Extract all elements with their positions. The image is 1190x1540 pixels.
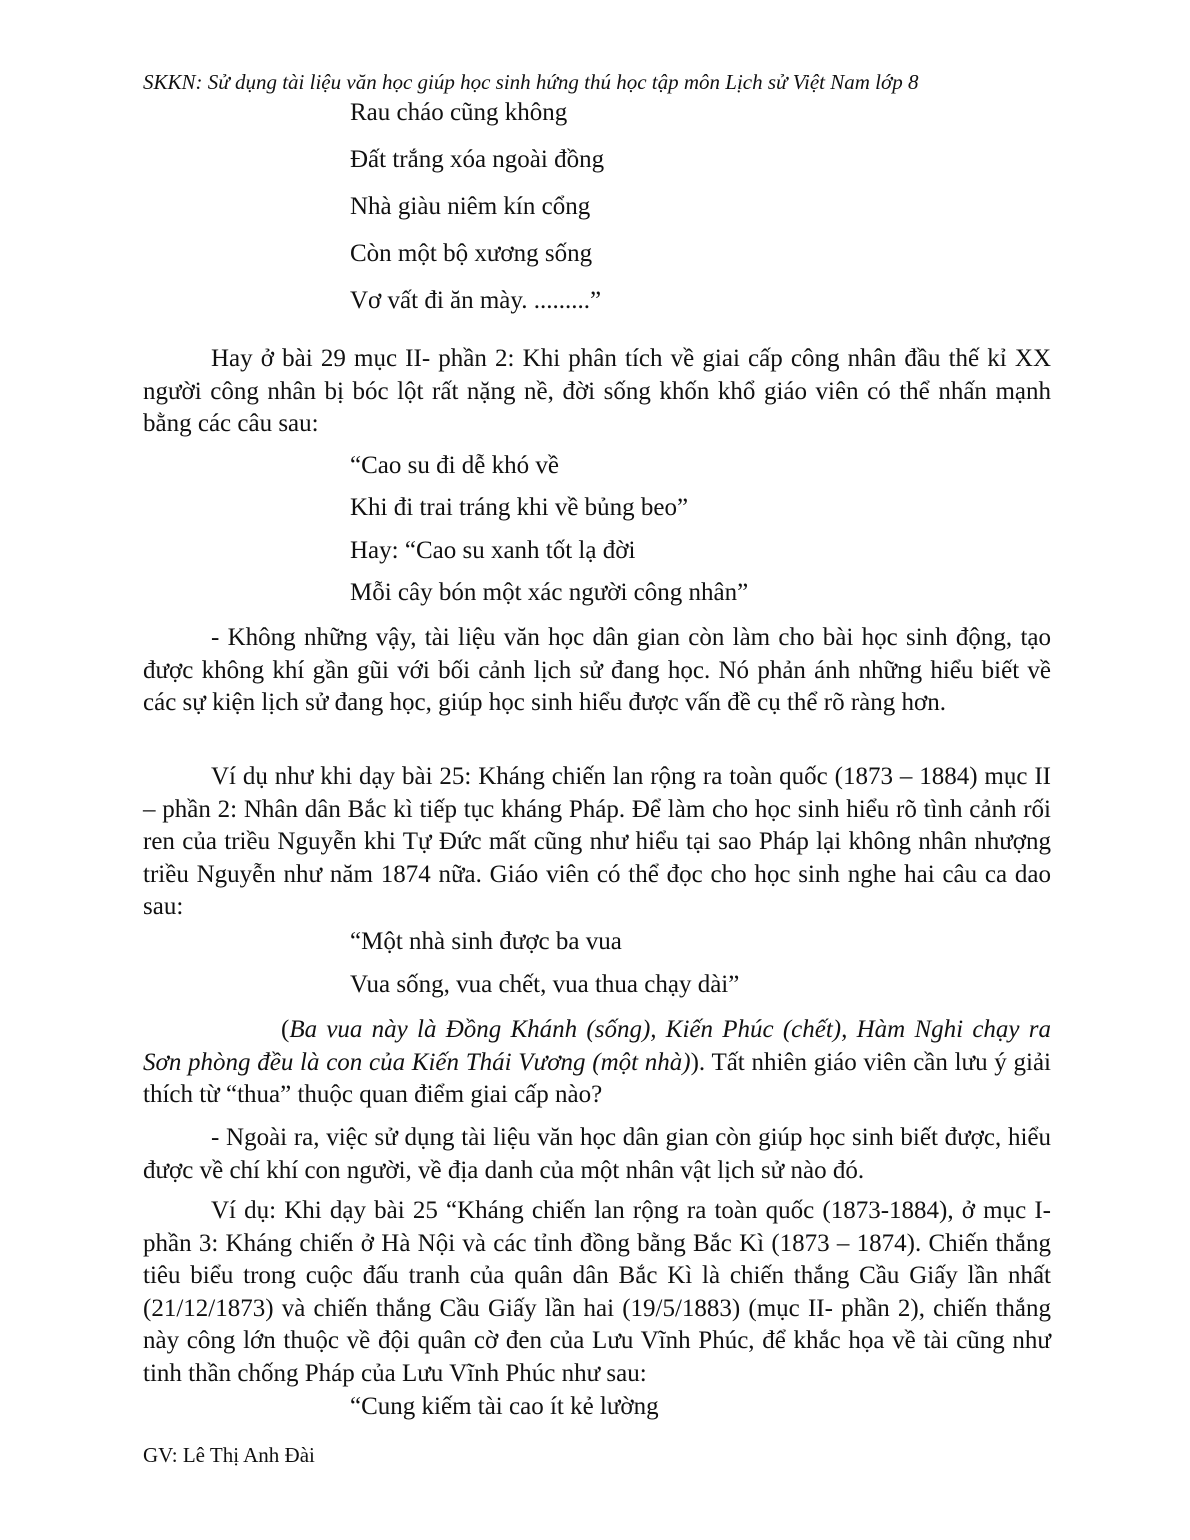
note-open: ( xyxy=(281,1016,290,1043)
poem-line: Nhà giàu niêm kín cổng xyxy=(350,193,591,220)
poem-line: Hay: “Cao su xanh tốt lạ đời xyxy=(350,537,636,564)
poem-line: Đất trắng xóa ngoài đồng xyxy=(350,146,605,173)
paragraph-folk-literature: - Không những vậy, tài liệu văn học dân gian còn làm cho bài học sinh động, tạo được không khí gần gũi với bối cảnh lịch sử đang học. Nó phản ánh những hiểu biết về các sự kiện lịch sử đang học, giúp học sinh hiểu được vấn đề cụ thể rõ ràng hơn. xyxy=(143,624,1051,716)
poem-line: Khi đi trai tráng khi về bủng beo” xyxy=(350,494,689,521)
paragraph-chi-khi: - Ngoài ra, việc sử dụng tài liệu văn học dân gian còn giúp học sinh biết được, hiểu được về chí khí con người, về địa danh của một nhân vật lịch sử nào đó. xyxy=(143,1124,1051,1184)
poem-line: “Một nhà sinh được ba vua xyxy=(350,928,622,955)
poem-line: “Cung kiếm tài cao ít kẻ lường xyxy=(350,1393,659,1420)
poem-line: Còn một bộ xương sống xyxy=(350,240,593,267)
paragraph-lesson-29: Hay ở bài 29 mục II- phần 2: Khi phân tích về giai cấp công nhân đầu thế kỉ XX người công nhân bị bóc lột rất nặng nề, đời sống khốn khổ giáo viên có thể nhấn mạnh bằng các câu sau: xyxy=(143,345,1051,437)
note-italic: Ba vua này là Đồng Khánh (sống), Kiến Phúc (chết), Hàm Nghi chạy ra Sơn phòng đều là con của Kiến Thái Vương (một nhà) xyxy=(143,1016,1051,1076)
explanatory-note xyxy=(143,1014,1051,1112)
paragraph-lesson-25-example: Ví dụ như khi dạy bài 25: Kháng chiến lan rộng ra toàn quốc (1873 – 1884) mục II – phần 2: Nhân dân Bắc kì tiếp tục kháng Pháp. Để làm cho học sinh hiểu rõ tình cảnh rối ren của triều Nguyễn khi Tự Đức mất cũng như hiểu tại sao Pháp lại không nhân nhượng triều Nguyễn như năm 1874 nữa. Giáo viên có thể đọc cho học sinh nghe hai câu ca dao sau: xyxy=(143,763,1051,920)
poem-line: Vơ vất đi ăn mày. .........” xyxy=(350,287,602,314)
poem-line: Rau cháo cũng không xyxy=(350,99,568,126)
page-footer: GV: Lê Thị Anh Đài xyxy=(143,1443,315,1467)
poem-line: Mỗi cây bón một xác người công nhân” xyxy=(350,579,749,606)
page-header: SKKN: Sử dụng tài liệu văn học giúp học sinh hứng thú học tập môn Lịch sử Việt Nam lớp 8 xyxy=(143,70,919,94)
poem-line: “Cao su đi dễ khó về xyxy=(350,452,559,479)
note-rest: ). Tất nhiên giáo viên cần lưu ý giải thích từ “thua” thuộc quan điểm giai cấp nào? xyxy=(143,1048,1051,1108)
paragraph-cau-giay-example: Ví dụ: Khi dạy bài 25 “Kháng chiến lan rộng ra toàn quốc (1873-1884), ở mục I- phần 3: Kháng chiến ở Hà Nội và các tỉnh đồng bằng Bắc Kì (1873 – 1874). Chiến thắng tiêu biểu trong cuộc đấu tranh của quân dân Bắc Kì là chiến thắng Cầu Giấy lần nhất (21/12/1873) và chiến thắng Cầu Giấy lần hai (19/5/1883) (mục II- phần 2), chiến thắng này công lớn thuộc về đội quân cờ đen của Lưu Vĩnh Phúc, để khắc họa về tài cũng như tinh thần chống Pháp của Lưu Vĩnh Phúc như sau: xyxy=(143,1197,1051,1387)
poem-line: Vua sống, vua chết, vua thua chạy dài” xyxy=(350,971,740,998)
